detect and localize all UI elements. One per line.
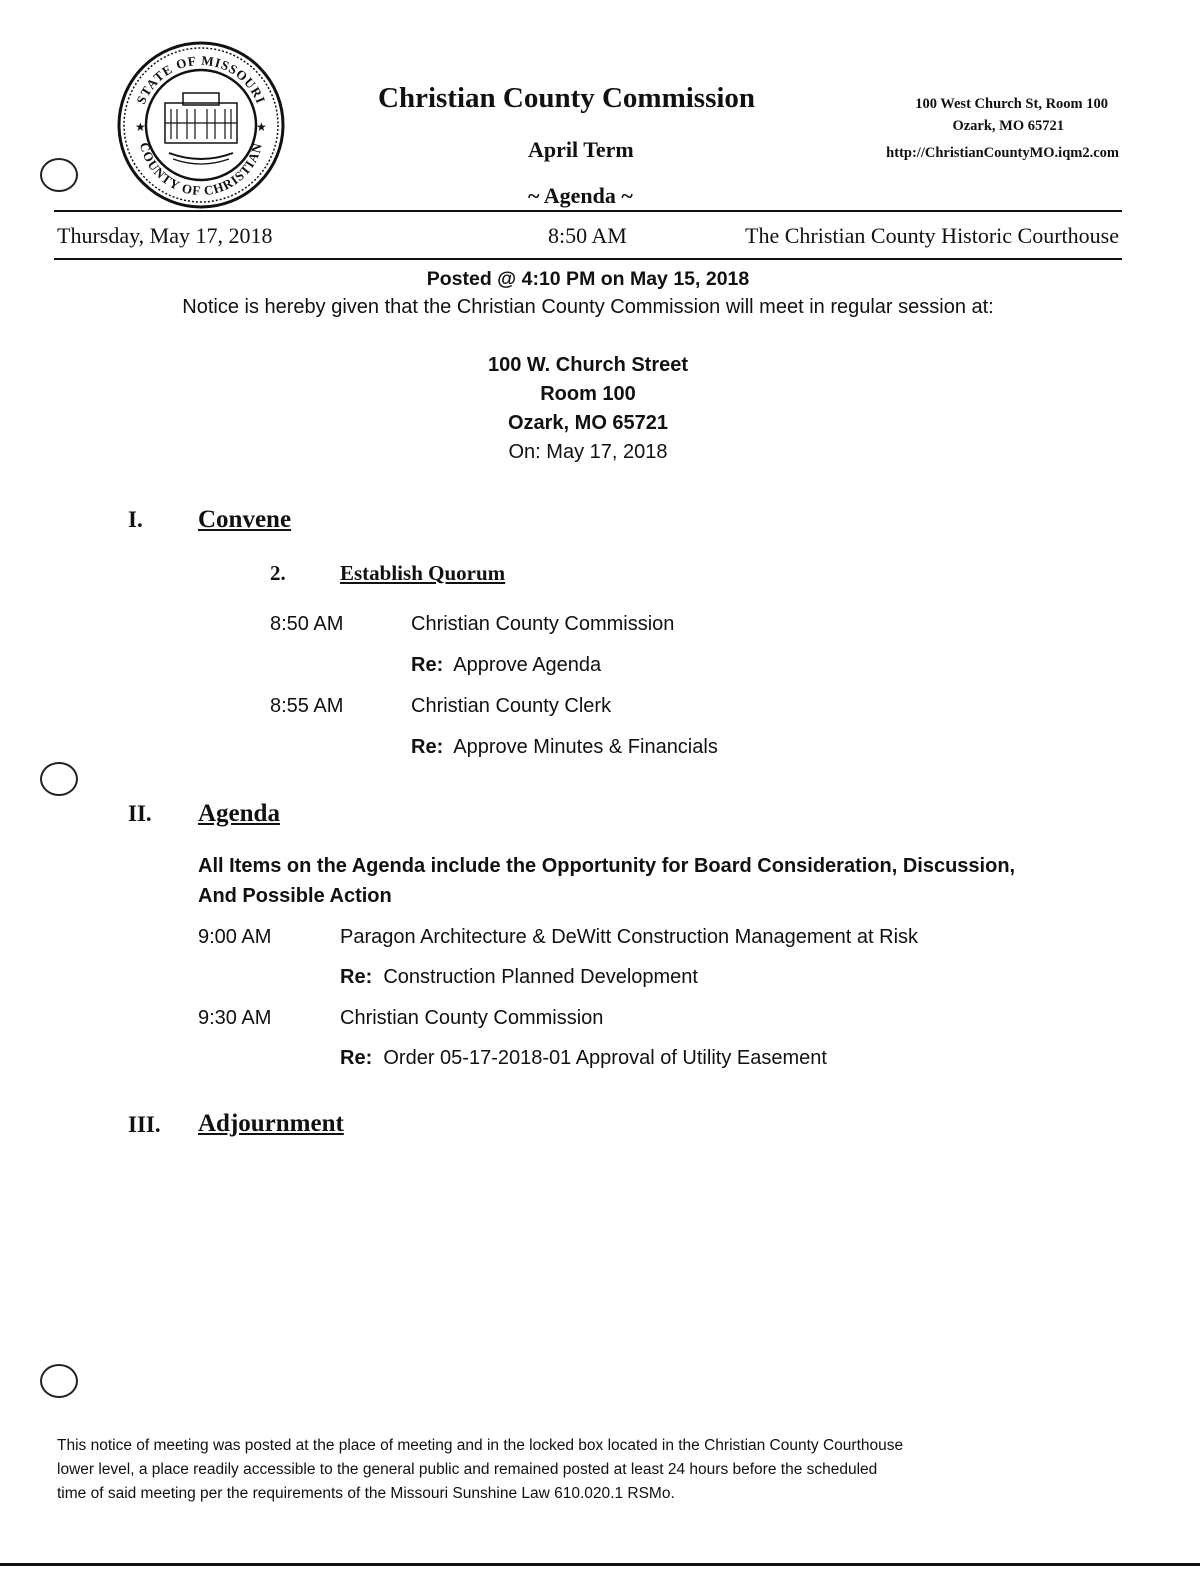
svg-text:COUNTY OF CHRISTIAN: COUNTY OF CHRISTIAN [136,140,266,199]
punch-hole-mark [40,1364,78,1398]
svg-text:★: ★ [135,120,146,134]
venue-street: 100 W. Church Street [487,354,689,376]
footer-notice-line-2: lower level, a place readily accessible to the general public and remained posted at least 24 hours before the scheduled [57,1461,878,1478]
re-text: Approve Minutes & Financials [453,736,718,758]
agenda-item-regarding [411,736,718,759]
re-label: Re: [411,736,444,758]
section-numeral: I. [128,507,143,532]
re-label: Re: [340,966,373,988]
commission-title: Christian County Commission [378,82,756,114]
punch-hole-mark [40,762,78,796]
agenda-item-regarding [411,654,601,677]
agenda-heading: ~ Agenda ~ [528,183,633,208]
posted-timestamp: Posted @ 4:10 PM on May 15, 2018 [426,268,750,290]
agenda-item-time: 8:55 AM [270,695,344,717]
agenda-item-regarding [340,1047,827,1070]
term-label: April Term [528,137,634,162]
meeting-time: 8:50 AM [548,223,627,248]
agenda-item-presenter: Christian County Commission [411,613,675,635]
section-numeral: II. [128,801,152,826]
agenda-item-presenter: Christian County Commission [340,1007,604,1029]
re-text: Approve Agenda [453,654,602,676]
re-label: Re: [340,1047,373,1069]
meeting-date: Thursday, May 17, 2018 [57,223,273,248]
header-divider-bottom [54,258,1122,260]
agenda-item-presenter: Paragon Architecture & DeWitt Construction Management at Risk [340,926,919,948]
footer-notice-line-3: time of said meeting per the requirements of the Missouri Sunshine Law 610.020.1 RSMo. [57,1485,675,1502]
meeting-location: The Christian County Historic Courthouse [745,223,1119,248]
page-bottom-border [0,1563,1200,1566]
subsection-number: 2. [270,561,286,585]
agenda-item-time: 8:50 AM [270,613,344,635]
re-text: Construction Planned Development [383,966,698,988]
venue-city: Ozark, MO 65721 [507,412,669,434]
agenda-intro-line-2: And Possible Action [198,885,392,907]
county-seal-logo [117,41,285,209]
agenda-intro-line-1: All Items on the Agenda include the Opportunity for Board Consideration, Discussion, [198,855,1016,877]
header-divider-top [54,210,1122,212]
section-numeral: III. [128,1112,161,1137]
re-label: Re: [411,654,444,676]
address-line-2: Ozark, MO 65721 [952,118,1064,134]
venue-date: On: May 17, 2018 [508,441,668,463]
svg-text:★: ★ [256,120,267,134]
punch-hole-mark [40,158,78,192]
section-title-adjournment: Adjournment [198,1110,344,1137]
notice-text: Notice is hereby given that the Christian County Commission will meet in regular session at: [182,296,994,318]
svg-text:STATE OF MISSOURI: STATE OF MISSOURI [133,52,269,107]
venue-room: Room 100 [540,383,636,405]
section-title-agenda: Agenda [198,800,280,827]
subsection-title-establish-quorum: Establish Quorum [340,561,506,585]
address-line-1: 100 West Church St, Room 100 [915,96,1108,112]
section-title-convene: Convene [198,506,292,533]
website-link[interactable]: http://ChristianCountyMO.iqm2.com [886,145,1119,161]
agenda-item-time: 9:00 AM [198,926,272,948]
agenda-item-regarding [340,966,698,989]
footer-notice-line-1: This notice of meeting was posted at the place of meeting and in the locked box located in the Christian County Courthouse [57,1437,904,1454]
agenda-item-presenter: Christian County Clerk [411,695,612,717]
agenda-item-time: 9:30 AM [198,1007,272,1029]
re-text: Order 05-17-2018-01 Approval of Utility Easement [383,1047,827,1069]
